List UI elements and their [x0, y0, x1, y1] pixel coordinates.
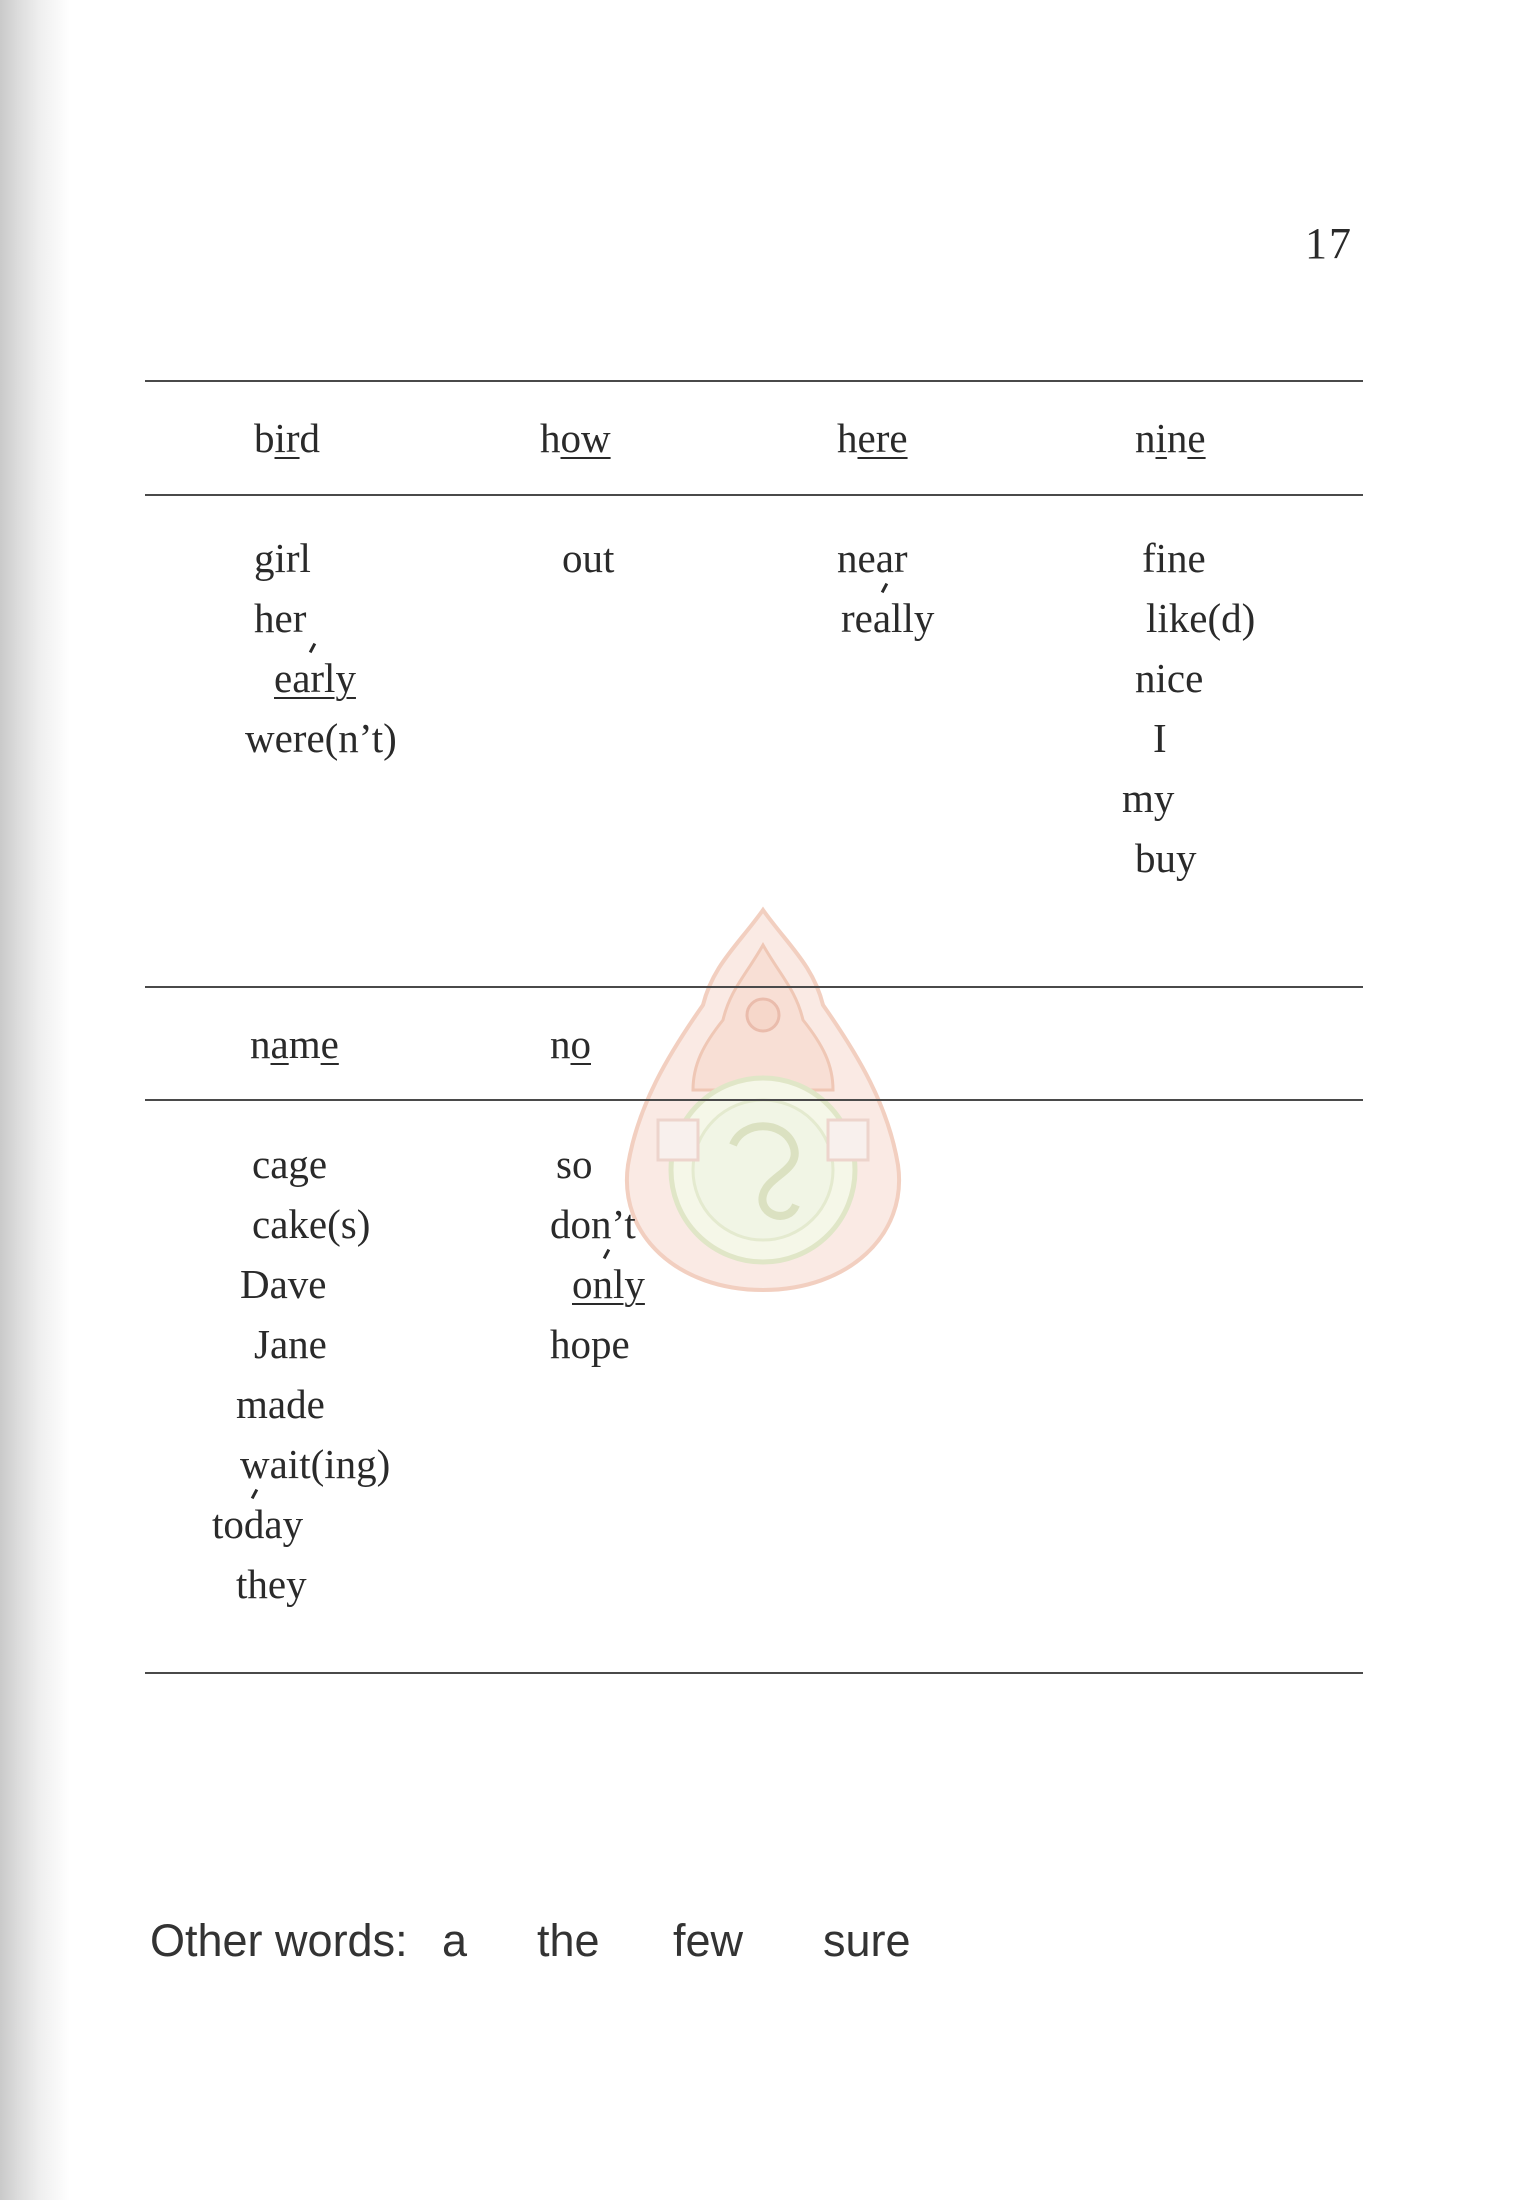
table2-header-rule	[145, 1099, 1363, 1101]
table2-word: wait(ing)	[240, 1441, 391, 1487]
table2-word: they	[236, 1561, 307, 1607]
other-word: few	[673, 1915, 744, 1966]
table1-word: nice	[1135, 655, 1204, 701]
book-spine-shadow	[0, 0, 70, 2200]
other-words-label: Other words:	[150, 1915, 408, 1966]
table1-word: near	[837, 535, 908, 581]
table2-word: so	[556, 1141, 593, 1187]
table2-word-stressed: only	[572, 1261, 645, 1307]
table1-word: buy	[1135, 835, 1197, 881]
table2-word-stressed: today	[212, 1501, 304, 1547]
table1-header-rule	[145, 494, 1363, 496]
table2-top-rule	[145, 986, 1363, 988]
page-number: 17	[1305, 219, 1353, 268]
table1-word: were(n’t)	[245, 715, 397, 761]
table2-bottom-rule	[145, 1672, 1363, 1674]
table1-header-how: how	[540, 415, 611, 461]
table1-header-nine: nine	[1135, 415, 1206, 461]
other-word: sure	[823, 1915, 911, 1966]
table1-word: my	[1122, 775, 1175, 821]
table2-header-no: no	[550, 1021, 591, 1067]
table2-word: don’t	[550, 1201, 636, 1247]
table2-word: hope	[550, 1321, 630, 1367]
table2-word: Dave	[240, 1261, 327, 1307]
other-word: a	[442, 1915, 468, 1966]
table2-word: cake(s)	[252, 1201, 371, 1247]
table1-word: like(d)	[1146, 595, 1256, 641]
table1-word-stressed: early	[274, 655, 356, 701]
table2-word: Jane	[254, 1321, 327, 1367]
table1-header-here: here	[837, 415, 908, 461]
table1-word: girl	[254, 535, 311, 581]
table1-word: I	[1153, 715, 1167, 761]
table2-word: cage	[252, 1141, 328, 1187]
table1-word-stressed: really	[841, 595, 935, 641]
table2-header-name: name	[250, 1021, 339, 1067]
table1-word: out	[562, 535, 615, 581]
other-word: the	[537, 1915, 600, 1966]
table2-word: made	[236, 1381, 325, 1427]
table1-word: her	[254, 595, 307, 641]
table1-top-rule	[145, 380, 1363, 382]
table1-word: fine	[1142, 535, 1206, 581]
table1-header-bird: bird	[254, 415, 321, 461]
